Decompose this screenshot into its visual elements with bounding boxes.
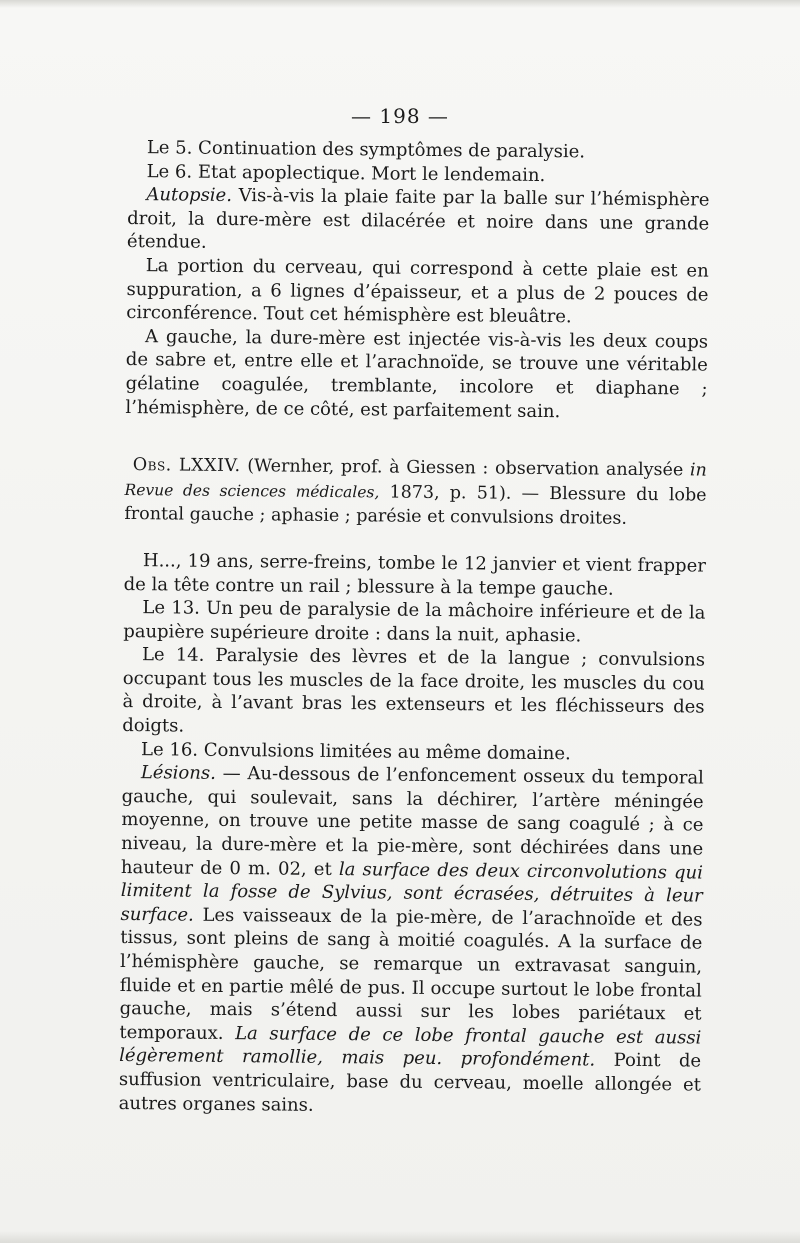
paragraph-le-5: Le 5. Continuation des symptômes de paralysie. <box>146 137 586 163</box>
observation-in: in <box>689 460 707 481</box>
paragraph-portion-cerveau: La portion du cerveau, qui correspond à cette plaie est en suppuration, a 6 lignes d’épaisseur, et a plus de 2 pouces de circonférence. Tout cet hémisphère est bleuâtre. <box>126 255 709 328</box>
observation-journal: Revue des sciences médicales, <box>124 480 380 502</box>
observation-label: Obs. LXXIV. <box>132 455 241 477</box>
paragraph-a-gauche: A gauche, la dure-mère est injectée vis-à-vis les deux coups de sabre et, entre elle et l’arachnoïde, se trouve une véritable gélatine coagulée, tremblante, incolore et diaphane ; l’hémisphère, de ce côté, est parfaitement sain. <box>125 325 709 422</box>
observation-heading <box>124 453 707 532</box>
page-body <box>119 136 710 1121</box>
observation-ref: 1873, p. 51). — Blessure du lobe frontal gauche ; aphasie ; parésie et convulsions droites. <box>124 482 707 530</box>
paragraph-le-13: Le 13. Un peu de paralysie de la mâchoire inférieure et de la paupière supérieure droite : dans la nuit, aphasie. <box>123 597 706 647</box>
paragraph-le-6: Le 6. Etat apoplectique. Mort le lendemain. <box>146 160 546 186</box>
lesions-text-1: — Au-dessous de l’enfoncement osseux du temporal gauche, qui soulevait, sans la déchirer, l’artère méningée moyenne, on trouve une petite masse de sang coagulé ; à ce niveau, la dure-mère et la pie-mère, sont déchirées dans une hauteur de 0 m. 02, et <box>120 763 704 880</box>
paragraph-le-14: Le 14. Paralysie des lèvres et de la langue ; convulsions occupant tous les muscles de la face droite, les muscles du cou à droite, à l’avant bras les extenseurs et les fléchisseurs des doigts. <box>122 644 706 737</box>
section-gap <box>125 419 707 459</box>
autopsie-label: Autopsie. <box>146 184 233 207</box>
observation-author: (Wernher, prof. à Giessen : observation analysée <box>240 456 691 481</box>
lesions-italic-2: La surface de ce lobe frontal gauche est aussi légèrement ramollie, mais peu. profondément. <box>119 1022 702 1071</box>
lesions-label: Lésions. <box>140 762 216 785</box>
paragraph-le-16: Le 16. Convulsions limitées au même domaine. <box>141 738 571 764</box>
lesions-text-2: Les vaisseaux de la pie-mère, de l’arachnoïde et des tissus, sont pleins de sang à moitié coagulés. A la surface de l’hémisphère gauche, se remarque un extravasat sanguin, fluide et en partie mêlé de pus. Il occupe surtout le lobe frontal gauche, mais s’étend aussi sur les lobes pariétaux et temporaux. <box>119 904 703 1044</box>
paragraph-autopsie <box>127 183 710 259</box>
paragraph-lesions <box>119 761 704 1120</box>
paragraph-patient: H..., 19 ans, serre-freins, tombe le 12 janvier et vient frapper de la tête contre un rail ; blessure à la tempe gauche. <box>123 550 707 600</box>
scan-bottom-edge <box>0 1231 800 1243</box>
scan-top-edge <box>0 0 800 8</box>
autopsie-text: Vis-à-vis la plaie faite par la balle sur l’hémisphère droit, la dure-mère est dilacérée et noire dans une grande étendue. <box>126 185 710 254</box>
page-number: — 198 — <box>351 104 449 128</box>
lesions-italic-1: la surface des deux circonvolutions qui limitent la fosse de Sylvius, sont écrasées, détruites à leur surface. <box>120 858 704 926</box>
lesions-text-3: Point de suffusion ventriculaire, base du cerveau, moelle allongée et autres organes sains. <box>118 1049 702 1116</box>
